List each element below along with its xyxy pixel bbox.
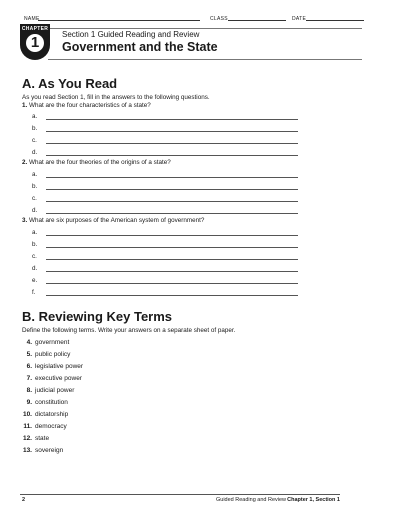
section-subtitle: Section 1 Guided Reading and Review — [62, 30, 200, 39]
answer-letter: d. — [32, 265, 38, 272]
answer-line[interactable] — [46, 143, 298, 144]
answer-letter: e. — [32, 277, 38, 284]
answer-letter: b. — [32, 183, 38, 190]
term-item — [18, 375, 82, 382]
chapter-label: CHAPTER — [21, 26, 49, 32]
answer-line[interactable] — [46, 119, 298, 120]
term-text: executive power — [35, 375, 82, 382]
question-3 — [22, 217, 204, 224]
term-text: sovereign — [35, 447, 64, 454]
answer-line[interactable] — [46, 213, 298, 214]
term-number: 9. — [26, 399, 32, 406]
section-b-instructions: Define the following terms. Write your answers on a separate sheet of paper. — [22, 327, 236, 334]
answer-1b[interactable] — [32, 125, 37, 132]
answer-line[interactable] — [46, 201, 298, 202]
term-text: judicial power — [35, 387, 75, 394]
answer-2c[interactable] — [32, 195, 37, 202]
question-2 — [22, 159, 171, 166]
answer-1c[interactable] — [32, 137, 37, 144]
page-title: Government and the State — [62, 40, 218, 54]
answer-3f[interactable] — [32, 289, 36, 296]
answer-line[interactable] — [46, 271, 298, 272]
question-number: 1. — [22, 102, 28, 109]
term-item — [18, 411, 68, 418]
footer-book-title: Guided Reading and Review — [216, 497, 287, 503]
answer-letter: b. — [32, 125, 38, 132]
footer-section: Chapter 1, Section 1 — [287, 497, 340, 503]
answer-3d[interactable] — [32, 265, 37, 272]
answer-letter: a. — [32, 229, 38, 236]
answer-line[interactable] — [46, 155, 298, 156]
term-text: government — [35, 339, 70, 346]
term-item — [18, 363, 83, 370]
answer-line[interactable] — [46, 295, 298, 296]
answer-1d[interactable] — [32, 149, 37, 156]
term-text: legislative power — [35, 363, 84, 370]
term-number: 12. — [22, 435, 32, 442]
term-item — [18, 423, 67, 430]
term-item — [18, 435, 49, 442]
term-text: public policy — [35, 351, 71, 358]
chapter-number: 1 — [26, 34, 44, 52]
question-text: What are the four characteristics of a state? — [29, 102, 151, 109]
worksheet-header — [20, 24, 362, 62]
answer-line[interactable] — [46, 247, 298, 248]
term-number: 4. — [26, 339, 32, 346]
class-label: CLASS — [210, 16, 228, 22]
chapter-badge — [20, 24, 50, 60]
term-text: state — [35, 435, 50, 442]
answer-line[interactable] — [46, 235, 298, 236]
name-field[interactable] — [38, 20, 200, 21]
term-text: constitution — [35, 399, 68, 406]
answer-letter: c. — [32, 137, 37, 144]
page-footer — [20, 494, 340, 504]
footer-rule — [20, 494, 340, 495]
question-number: 3. — [22, 217, 28, 224]
answer-line[interactable] — [46, 131, 298, 132]
question-number: 2. — [22, 159, 28, 166]
term-number: 13. — [22, 447, 32, 454]
term-item — [18, 351, 70, 358]
term-number: 11. — [23, 423, 32, 430]
class-field[interactable] — [228, 20, 286, 21]
answer-3e[interactable] — [32, 277, 37, 284]
answer-letter: d. — [32, 207, 38, 214]
name-label: NAME — [24, 16, 40, 22]
answer-letter: a. — [32, 113, 38, 120]
term-number: 5. — [26, 351, 32, 358]
term-item — [18, 387, 74, 394]
term-number: 6. — [26, 363, 32, 370]
answer-2b[interactable] — [32, 183, 37, 190]
answer-3a[interactable] — [32, 229, 37, 236]
answer-letter: f. — [32, 289, 36, 296]
term-text: dictatorship — [35, 411, 69, 418]
section-b-heading: B. Reviewing Key Terms — [22, 309, 173, 324]
term-item — [18, 339, 69, 346]
question-text: What are six purposes of the American system of government? — [29, 217, 205, 224]
term-number: 10. — [22, 411, 32, 418]
answer-2a[interactable] — [32, 171, 37, 178]
term-text: democracy — [35, 423, 67, 430]
answer-letter: c. — [32, 253, 37, 260]
answer-line[interactable] — [46, 189, 298, 190]
term-number: 8. — [26, 387, 32, 394]
answer-1a[interactable] — [32, 113, 37, 120]
answer-letter: a. — [32, 171, 38, 178]
answer-3b[interactable] — [32, 241, 37, 248]
answer-line[interactable] — [46, 259, 298, 260]
term-item — [18, 399, 68, 406]
answer-letter: b. — [32, 241, 38, 248]
answer-line[interactable] — [46, 283, 298, 284]
term-item — [18, 447, 63, 454]
question-text: What are the four theories of the origins of a state? — [29, 159, 171, 166]
date-field[interactable] — [306, 20, 364, 21]
answer-3c[interactable] — [32, 253, 37, 260]
section-a-instructions: As you read Section 1, fill in the answers to the following questions. — [22, 94, 210, 101]
section-a-heading: A. As You Read — [22, 76, 118, 91]
page-number: 2 — [22, 497, 26, 503]
term-number: 7. — [26, 375, 32, 382]
answer-letter: c. — [32, 195, 37, 202]
answer-2d[interactable] — [32, 207, 37, 214]
answer-letter: d. — [32, 149, 38, 156]
question-1 — [22, 102, 151, 109]
date-label: DATE — [292, 16, 307, 22]
answer-line[interactable] — [46, 177, 298, 178]
